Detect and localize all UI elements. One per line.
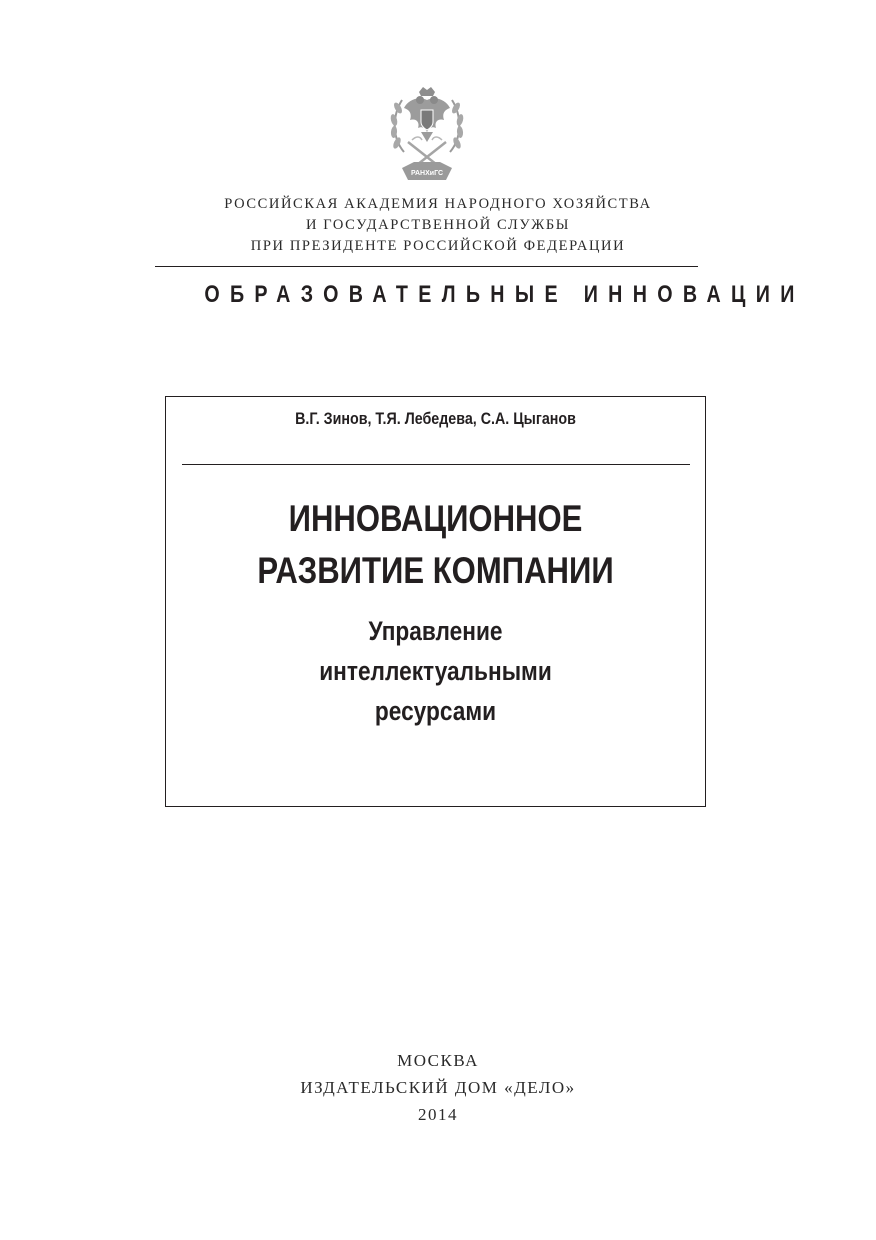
authors: В.Г. Зинов, Т.Я. Лебедева, С.А. Цыганов	[295, 409, 576, 428]
authors-divider	[182, 464, 690, 465]
academy-name-line-1: РОССИЙСКАЯ АКАДЕМИЯ НАРОДНОГО ХОЗЯЙСТВА	[224, 196, 652, 212]
book-title-line-1: ИННОВАЦИОННОЕ	[288, 498, 583, 539]
academy-name-line-2: И ГОСУДАРСТВЕННОЙ СЛУЖБЫ	[306, 217, 570, 233]
imprint-city: МОСКВА	[397, 1051, 479, 1070]
book-subtitle	[209, 611, 662, 731]
title-frame	[165, 396, 706, 807]
emblem-ribbon-text: РАНХиГС	[410, 170, 444, 177]
imprint	[150, 1047, 726, 1128]
book-title	[209, 493, 662, 597]
imprint-publisher: ИЗДАТЕЛЬСКИЙ ДОМ «ДЕЛО»	[300, 1078, 576, 1097]
book-title-line-2: РАЗВИТИЕ КОМПАНИИ	[257, 550, 614, 591]
header-divider	[155, 266, 698, 267]
series-title: ОБРАЗОВАТЕЛЬНЫЕ ИННОВАЦИИ	[204, 281, 805, 308]
academy-name	[150, 194, 726, 257]
book-subtitle-line-2: интеллектуальными	[319, 656, 552, 686]
book-subtitle-line-1: Управление	[368, 616, 503, 646]
academy-emblem-icon	[388, 86, 466, 184]
academy-name-line-3: ПРИ ПРЕЗИДЕНТЕ РОССИЙСКОЙ ФЕДЕРАЦИИ	[250, 238, 626, 254]
book-subtitle-line-3: ресурсами	[374, 696, 497, 726]
imprint-year: 2014	[418, 1105, 458, 1124]
